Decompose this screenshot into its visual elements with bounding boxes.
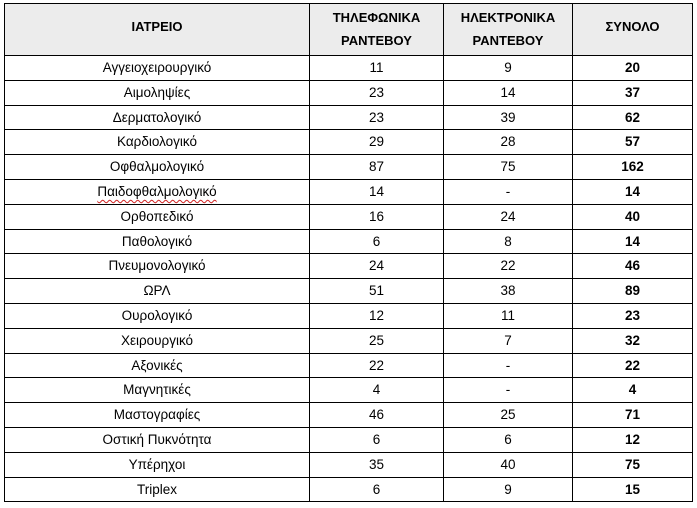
table-row (5, 353, 693, 378)
header-phone-appointments (310, 4, 444, 56)
clinic-cell: Αιμοληψίες (5, 80, 310, 105)
table-row (5, 179, 693, 204)
total-cell: 162 (573, 155, 693, 180)
online-appointments-cell: 7 (444, 328, 573, 353)
phone-appointments-cell: 6 (310, 477, 444, 502)
table-row (5, 130, 693, 155)
online-appointments-cell: - (444, 378, 573, 403)
total-cell: 14 (573, 179, 693, 204)
table-row (5, 403, 693, 428)
phone-appointments-cell: 29 (310, 130, 444, 155)
table-row (5, 155, 693, 180)
table-row (5, 477, 693, 502)
table-row (5, 204, 693, 229)
phone-appointments-cell: 6 (310, 427, 444, 452)
clinic-cell: Παθολογικό (5, 229, 310, 254)
online-appointments-cell: 11 (444, 303, 573, 328)
header-online-appointments (444, 4, 573, 56)
total-cell: 37 (573, 80, 693, 105)
table-row (5, 303, 693, 328)
online-appointments-cell: 25 (444, 403, 573, 428)
online-appointments-cell: 38 (444, 279, 573, 304)
total-cell: 57 (573, 130, 693, 155)
clinic-cell: Ουρολογικό (5, 303, 310, 328)
online-appointments-cell: 28 (444, 130, 573, 155)
online-appointments-cell: 9 (444, 56, 573, 81)
total-cell: 46 (573, 254, 693, 279)
total-cell: 14 (573, 229, 693, 254)
phone-appointments-cell: 46 (310, 403, 444, 428)
total-cell: 62 (573, 105, 693, 130)
total-cell: 23 (573, 303, 693, 328)
clinic-cell: Χειρουργικό (5, 328, 310, 353)
online-appointments-cell: - (444, 179, 573, 204)
clinic-cell: Οστική Πυκνότητα (5, 427, 310, 452)
total-cell: 22 (573, 353, 693, 378)
header-total: ΣΥΝΟΛΟ (573, 4, 693, 56)
table-row (5, 328, 693, 353)
clinic-cell (5, 179, 310, 204)
table-row (5, 105, 693, 130)
phone-appointments-cell: 35 (310, 452, 444, 477)
phone-appointments-cell: 23 (310, 80, 444, 105)
header-phone-line2: ΡΑΝΤΕΒΟΥ (341, 33, 412, 48)
clinic-cell: Οφθαλμολογικό (5, 155, 310, 180)
appointments-table (4, 3, 693, 502)
clinic-cell: Δερματολογικό (5, 105, 310, 130)
phone-appointments-cell: 11 (310, 56, 444, 81)
clinic-cell: Μαστογραφίες (5, 403, 310, 428)
online-appointments-cell: 8 (444, 229, 573, 254)
phone-appointments-cell: 51 (310, 279, 444, 304)
online-appointments-cell: 39 (444, 105, 573, 130)
clinic-cell: Πνευμονολογικό (5, 254, 310, 279)
table-row (5, 229, 693, 254)
clinic-cell: Ορθοπεδικό (5, 204, 310, 229)
total-cell: 15 (573, 477, 693, 502)
clinic-cell: Υπέρηχοι (5, 452, 310, 477)
table-row (5, 427, 693, 452)
table-row (5, 378, 693, 403)
online-appointments-cell: 6 (444, 427, 573, 452)
online-appointments-cell: 40 (444, 452, 573, 477)
table-header (5, 4, 693, 56)
clinic-cell: Triplex (5, 477, 310, 502)
clinic-cell: ΩΡΛ (5, 279, 310, 304)
phone-appointments-cell: 23 (310, 105, 444, 130)
online-appointments-cell: 75 (444, 155, 573, 180)
online-appointments-cell: 24 (444, 204, 573, 229)
clinic-cell: Αγγειοχειρουργικό (5, 56, 310, 81)
phone-appointments-cell: 22 (310, 353, 444, 378)
table-body (5, 56, 693, 502)
online-appointments-cell: 22 (444, 254, 573, 279)
phone-appointments-cell: 14 (310, 179, 444, 204)
header-phone-line1: ΤΗΛΕΦΩΝΙΚΑ (332, 10, 421, 25)
total-cell: 20 (573, 56, 693, 81)
clinic-cell: Μαγνητικές (5, 378, 310, 403)
table-row (5, 80, 693, 105)
total-cell: 4 (573, 378, 693, 403)
header-online-line2: ΡΑΝΤΕΒΟΥ (472, 33, 544, 48)
online-appointments-cell: - (444, 353, 573, 378)
online-appointments-cell: 9 (444, 477, 573, 502)
total-cell: 32 (573, 328, 693, 353)
table-row (5, 279, 693, 304)
total-cell: 40 (573, 204, 693, 229)
clinic-cell: Καρδιολογικό (5, 130, 310, 155)
table-row (5, 254, 693, 279)
phone-appointments-cell: 24 (310, 254, 444, 279)
total-cell: 12 (573, 427, 693, 452)
phone-appointments-cell: 12 (310, 303, 444, 328)
total-cell: 75 (573, 452, 693, 477)
total-cell: 89 (573, 279, 693, 304)
phone-appointments-cell: 16 (310, 204, 444, 229)
table-row (5, 56, 693, 81)
clinic-cell: Αξονικές (5, 353, 310, 378)
clinic-label: Παιδοφθαλμολογικό (97, 183, 217, 199)
online-appointments-cell: 14 (444, 80, 573, 105)
table-row (5, 452, 693, 477)
header-row (5, 4, 693, 56)
phone-appointments-cell: 4 (310, 378, 444, 403)
header-online-line1: ΗΛΕΚΤΡΟΝΙΚΑ (460, 10, 556, 25)
phone-appointments-cell: 25 (310, 328, 444, 353)
total-cell: 71 (573, 403, 693, 428)
phone-appointments-cell: 87 (310, 155, 444, 180)
phone-appointments-cell: 6 (310, 229, 444, 254)
header-clinic: ΙΑΤΡΕΙΟ (5, 4, 310, 56)
